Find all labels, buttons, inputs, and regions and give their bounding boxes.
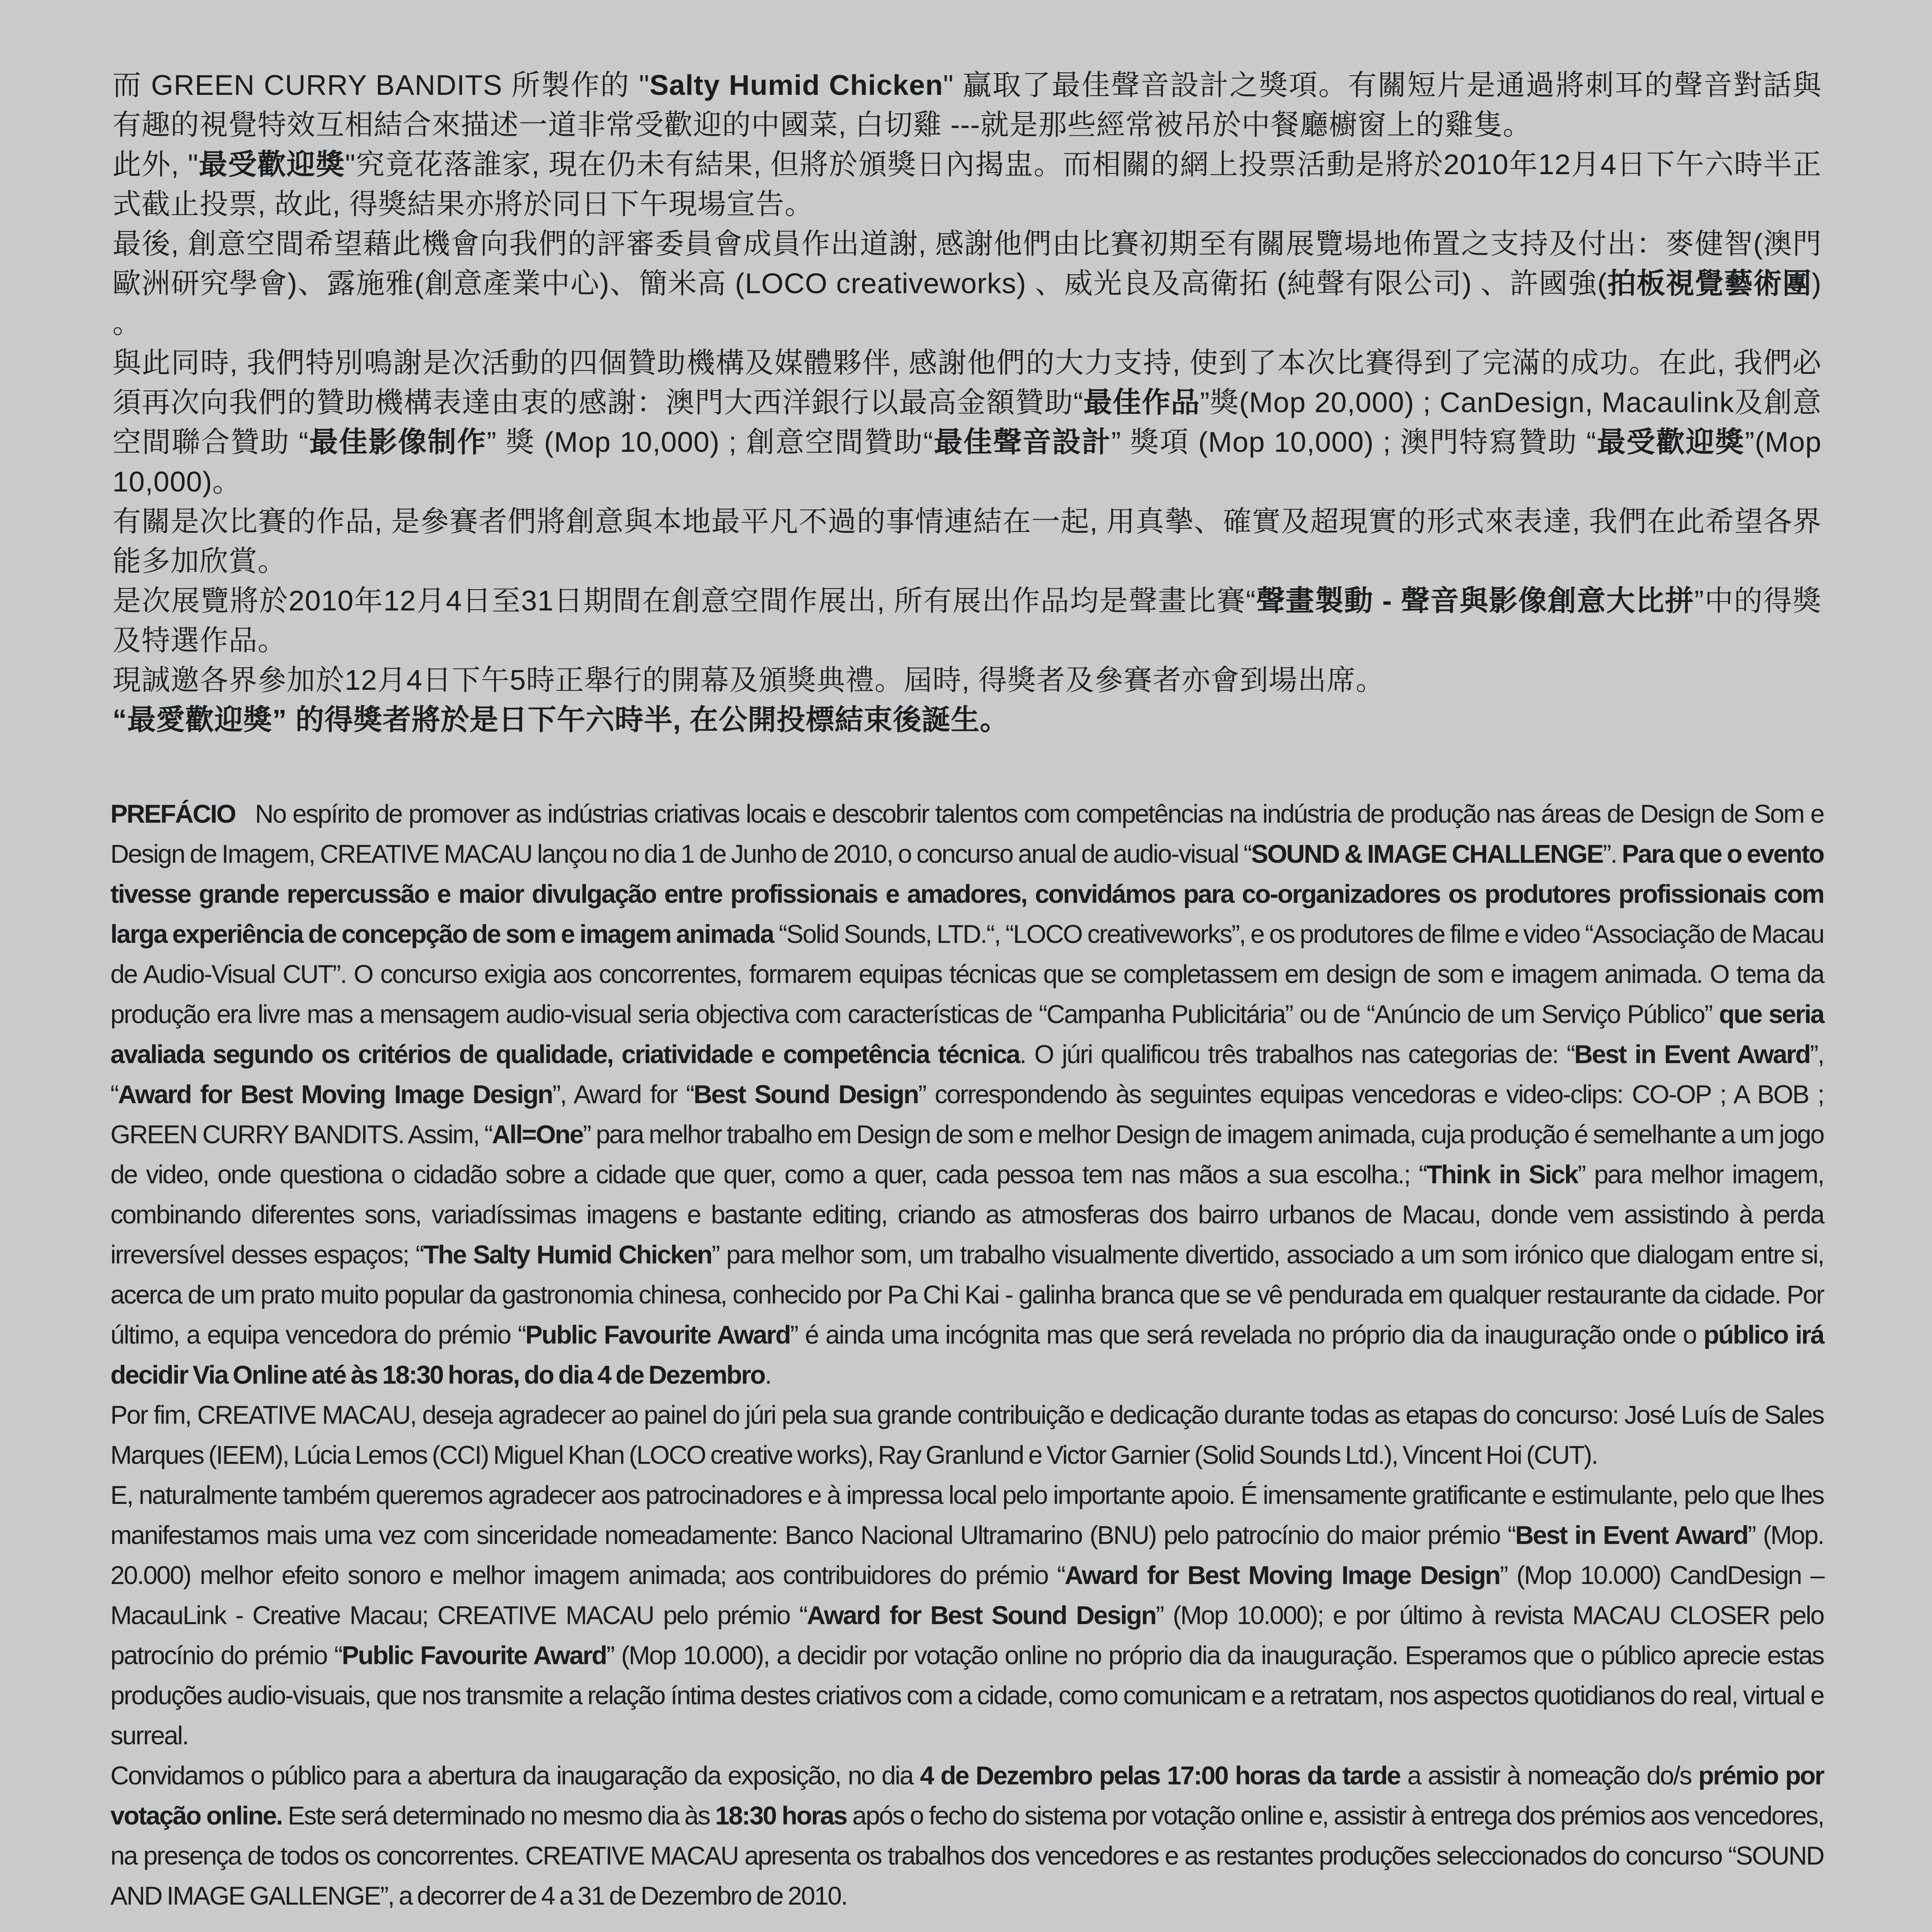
- paragraph: 而 GREEN CURRY BANDITS 所製作的 "Salty Humid Chicken" 贏取了最佳聲音設計之獎項。有關短片是通過將刺耳的聲音對話與有趣的視覺特效互相結合來描述一道非常受歡迎的中國菜, 白切雞 ---就是那些經常被吊於中餐廳櫥窗上的雞隻。: [112, 69, 1822, 141]
- highlight: 18:30 horas: [715, 1802, 847, 1830]
- highlight: 最受歡迎獎: [198, 148, 345, 180]
- paragraph: PREFÁCIO No espírito de promover as indústrias criativas locais e descobrir talentos com competências na indústria de produção nas áreas de Design de Som e Design de Imagem, CREATIVE MACAU lançou no dia 1 de Junho de 2010, o concurso anual de audio-visual “SOUND & IMAGE CHALLENGE”. Para que o evento tivesse grande repercussão e maior divulgação entre profissionais e amadores, convidámos para co-organizadores os produtores profissionais com larga experiência de concepção de som e imagem animada “Solid Sounds, LTD.“, “LOCO creativeworks”, e os produtores de filme e video “Associação de Macau de Audio-Visual CUT”. O concurso exigia aos concorrentes, formarem equipas técnicas que se completassem em design de som e imagem animada. O tema da produção era livre mas a mensagem audio-visual seria objectiva com características de “Campanha Publicitária” ou de “Anúncio de um Serviço Público” que seria avaliada segundo os critérios de qualidade, criatividade e competência técnica. O júri qualificou três trabalhos nas categorias de: “Best in Event Award”, “Award for Best Moving Image Design”, Award for “Best Sound Design” correspondendo às seguintes equipas vencedoras e video-clips: CO-OP ; A BOB ; GREEN CURRY BANDITS. Assim, “All=One” para melhor trabalho em Design de som e melhor Design de imagem animada, cuja produção é semelhante a um jogo de video, onde questiona o cidadão sobre a cidade que quer, como a quer, cada pessoa tem nas mãos a sua escolha.; “Think in Sick” para melhor imagem, combinando diferentes sons, variadíssimas imagens e bastante editing, criando as atmosferas dos bairro urbanos de Macau, donde vem assistindo à perda irreversível desses espaços; “The Salty Humid Chicken” para melhor som, um trabalho visualmente divertido, associado a um som irónico que dialogam entre si, acerca de um prato muito popular da gastronomia chinesa, conhecido por Pa Chi Kai - galinha branca que se vê pendurada em qualquer restaurante da cidade. Por último, a equipa vencedora do prémio “Public Favourite Award” é ainda uma incógnita mas que será revelada no próprio dia da inauguração onde o público irá decidir Via Online até às 18:30 horas, do dia 4 de Dezembro.: [110, 800, 1824, 1389]
- highlight: 聲畫製動 - 聲音與影像創意大比拼: [1256, 585, 1694, 617]
- paragraph: Por fim, CREATIVE MACAU, deseja agradecer ao painel do júri pela sua grande contribuição e dedicação durante todas as etapas do concurso: José Luís de Sales Marques (IEEM), Lúcia Lemos (CCI) Miguel Khan (LOCO creative works), Ray Granlund e Victor Garnier (Solid Sounds Ltd.), Vincent Hoi (CUT).: [110, 1401, 1824, 1470]
- paragraph: E, naturalmente também queremos agradecer aos patrocinadores e à impressa local pelo importante apoio. É imensamente gratificante e estimulante, pelo que lhes manifestamos mais uma vez com sinceridade nomeadamente: Banco Nacional Ultramarino (BNU) pelo patrocínio do maior prémio “Best in Event Award” (Mop. 20.000) melhor efeito sonoro e melhor imagem animada; aos contribuidores do prémio “Award for Best Moving Image Design” (Mop 10.000) CandDesign – MacauLink - Creative Macau; CREATIVE MACAU pelo prémio “Award for Best Sound Design” (Mop 10.000); e por último à revista MACAU CLOSER pelo patrocínio do prémio “Public Favourite Award” (Mop 10.000), a decidir por votação online no próprio dia da inauguração. Esperamos que o público aprecie estas produções audio-visuais, que nos transmite a relação íntima destes criativos com a cidade, como comunicam e a retratam, nos aspectos quotidianos do real, virtual e surreal.: [110, 1481, 1824, 1750]
- paragraph: 此外, "最受歡迎獎"究竟花落誰家, 現在仍未有結果, 但將於頒獎日內揭盅。而相關的網上投票活動是將於2010年12月4日下午六時半正式截止投票, 故此, 得獎結果亦將於同日下午現場宣告。: [112, 148, 1822, 220]
- highlight: The Salty Humid Chicken: [423, 1241, 712, 1269]
- highlight: 最佳影像制作: [309, 426, 487, 458]
- highlight: Best in Event Award: [1515, 1521, 1748, 1550]
- portuguese-text-block: [110, 794, 1824, 1916]
- highlight: que seria avaliada segundo os critérios de qualidade, criatividade e competência técnica: [110, 1000, 1824, 1069]
- highlight: Best Sound Design: [693, 1080, 918, 1109]
- paragraph-bold: “最愛歡迎獎” 的得獎者將於是日下午六時半, 在公開投標結束後誕生。: [112, 704, 1009, 736]
- paragraph: 有關是次比賽的作品, 是參賽者們將創意與本地最平凡不過的事情連結在一起, 用真摰、確實及超現實的形式來表達, 我們在此希望各界能多加欣賞。: [112, 505, 1822, 577]
- highlight: Para que o evento tivesse grande repercussão e maior divulgação entre profissionais e amadores, convidámos para co-organizadores os produtores profissionais com larga experiência de concepção de som e imagem animada: [110, 840, 1824, 949]
- highlight: Best in Event Award: [1574, 1040, 1810, 1069]
- paragraph: 與此同時, 我們特別鳴謝是次活動的四個贊助機構及媒體夥伴, 感謝他們的大力支持, 使到了本次比賽得到了完滿的成功。在此, 我們必須再次向我們的贊助機構表達由衷的感謝：澳門大西洋銀行以最高金額贊助“最佳作品”獎(Mop 20,000) ; CanDesign, Macaulink及創意空間聯合贊助 “最佳影像制作” 獎 (Mop 10,000) ; 創意空間贊助“最佳聲音設計” 獎項 (Mop 10,000) ; 澳門特寫贊助 “最受歡迎獎”(Mop 10,000)。: [112, 347, 1822, 498]
- paragraph: Convidamos o público para a abertura da inaugaração da exposição, no dia 4 de Dezembro pelas 17:00 horas da tarde a assistir à nomeação do/s prémio por votação online. Este será determinado no mesmo dia às 18:30 horas após o fecho do sistema por votação online e, assistir à entrega dos prémios aos vencedores, na presença de todos os concorrentes. CREATIVE MACAU apresenta os trabalhos dos vencedores e as restantes produções seleccionados do concurso “SOUND AND IMAGE GALLENGE”, a decorrer de 4 a 31 de Dezembro de 2010.: [110, 1761, 1824, 1910]
- highlight: Public Favourite Award: [525, 1321, 790, 1349]
- highlight: Salty Humid Chicken: [649, 69, 943, 101]
- highlight: All=One: [492, 1120, 583, 1149]
- highlight: 最受歡迎獎: [1596, 426, 1745, 458]
- highlight: Public Favourite Award: [341, 1641, 606, 1670]
- highlight: público irá decidir Via Online até às 18:30 horas, do dia 4 de Dezembro: [110, 1321, 1824, 1389]
- paragraph: 現誠邀各界參加於12月4日下午5時正舉行的開幕及頒獎典禮。屆時, 得獎者及參賽者亦會到場出席。: [112, 664, 1385, 696]
- paragraph: 最後, 創意空間希望藉此機會向我們的評審委員會成員作出道謝, 感謝他們由比賽初期至有關展覽場地佈置之支持及付出：麥健智(澳門歐洲研究學會)、露施雅(創意產業中心)、簡米高 (LOCO creativeworks) 、威光良及高衛拓 (純聲有限公司) 、許國強(拍板視覺藝術團) 。: [112, 228, 1822, 339]
- highlight: 4 de Dezembro pelas 17:00 horas da tarde: [920, 1761, 1400, 1790]
- highlight: 最佳作品: [1083, 386, 1200, 418]
- highlight: Award for Best Sound Design: [807, 1601, 1156, 1630]
- paragraph: 是次展覽將於2010年12月4日至31日期間在創意空間作展出, 所有展出作品均是聲畫比賽“聲畫製動 - 聲音與影像創意大比拼”中的得獎及特選作品。: [112, 585, 1822, 656]
- highlight: prémio por votação online.: [110, 1761, 1824, 1830]
- highlight: Award for Best Moving Image Design: [118, 1080, 552, 1109]
- highlight: SOUND & IMAGE CHALLENGE: [1251, 840, 1603, 868]
- highlight: Award for Best Moving Image Design: [1064, 1561, 1500, 1590]
- highlight: 拍板視覺藝術團: [1607, 267, 1812, 299]
- chinese-text-block: [112, 65, 1822, 740]
- section-label: PREFÁCIO: [110, 800, 236, 828]
- highlight: 最佳聲音設計: [933, 426, 1111, 458]
- highlight: Think in Sick: [1426, 1160, 1578, 1189]
